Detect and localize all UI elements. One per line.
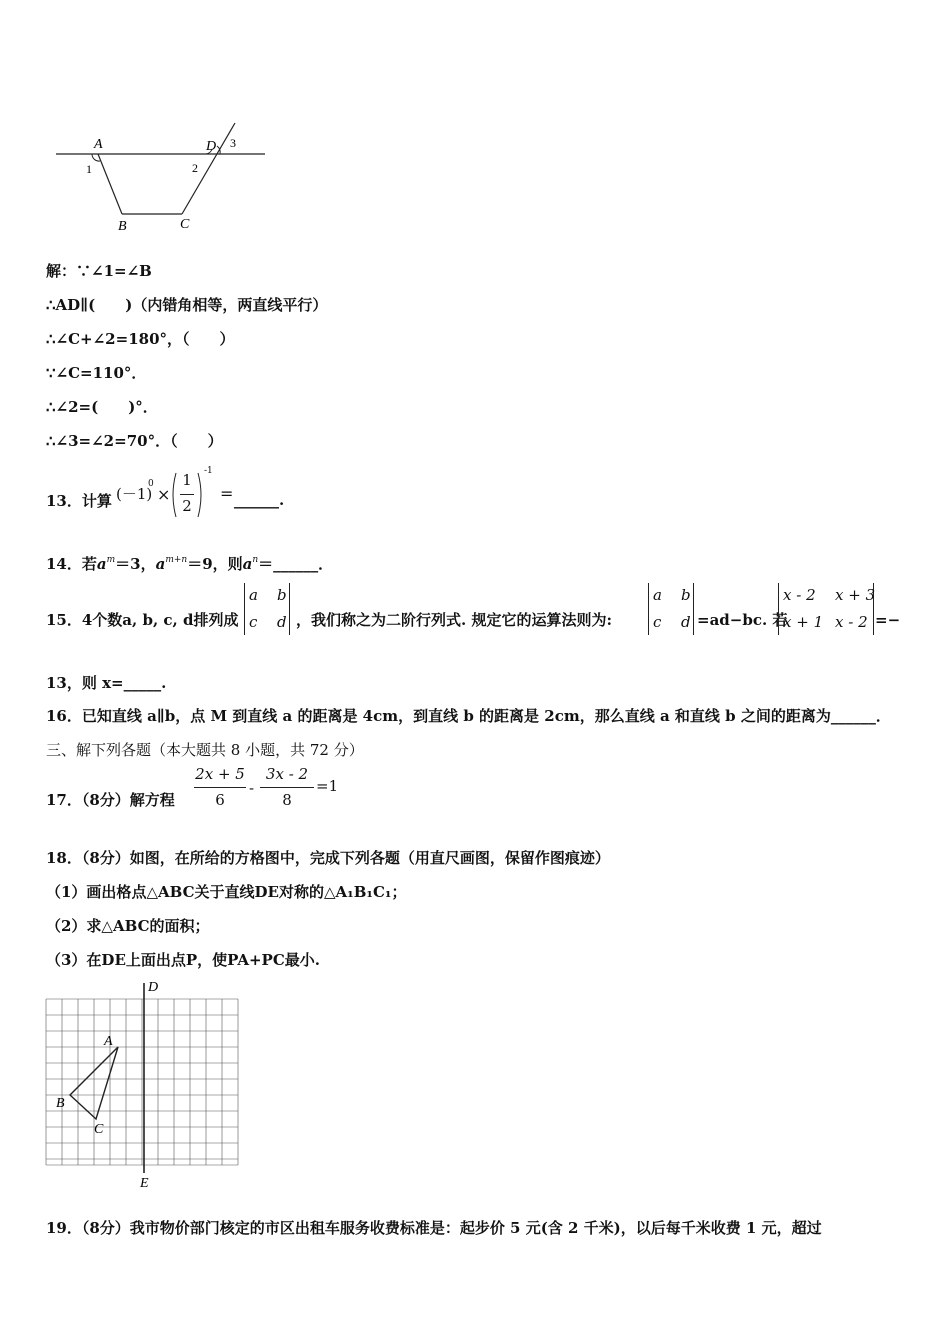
- label-c: C: [180, 217, 190, 232]
- q13-exp0: 0: [148, 479, 154, 489]
- q13-paren-left: [170, 471, 178, 519]
- label-a: A: [104, 1034, 113, 1049]
- q17-den-1: 6: [215, 791, 225, 809]
- question-18-part-2: （2）求△ABC的面积；: [46, 917, 210, 935]
- q17-minus: -: [249, 779, 255, 797]
- label-2: 2: [192, 161, 198, 175]
- solution-line-6: ∴∠3=∠2=70°．（ ）: [46, 432, 223, 450]
- figure-grid: [40, 975, 250, 1190]
- q13-base: (－1): [116, 485, 153, 503]
- q17-bar-1: [194, 787, 246, 788]
- question-18-title: 18．（8分）如图，在所给的方格图中，完成下列各题（用直尺画图，保留作图痕迹）: [46, 849, 610, 867]
- q17-bar-2: [260, 787, 314, 788]
- q17-label: 17．（8分）解方程: [46, 791, 175, 809]
- q13-frac-bar: [180, 494, 194, 495]
- solution-line-3: ∴∠C+∠2=180°，（ ）: [46, 330, 235, 348]
- q13-exp: -1: [204, 466, 213, 476]
- question-18-part-3: （3）在DE上面出点P，使PA+PC最小.: [46, 951, 320, 969]
- q13-frac-num: 1: [182, 471, 192, 489]
- solution-line-4: ∵∠C=110°．: [46, 364, 147, 382]
- q13-eq: =: [220, 484, 234, 503]
- label-c: C: [94, 1122, 104, 1137]
- label-a: A: [94, 137, 103, 152]
- q13-frac-den: 2: [182, 497, 192, 515]
- grid-lines: [46, 999, 238, 1165]
- q15-prefix: 15．4个数a, b, c, d排列成: [46, 611, 239, 629]
- question-19: 19．（8分）我市物价部门核定的市区出租车服务收费标准是：起步价 5 元(含 2 千米)，以后每千米收费 1 元，超过: [46, 1219, 822, 1237]
- q17-den-2: 8: [282, 791, 292, 809]
- q17-num-1: 2x + 5: [195, 765, 245, 783]
- q15-eq: =−: [875, 611, 901, 629]
- q15-matrix-2: a b c d: [648, 583, 694, 635]
- label-3: 3: [230, 136, 236, 150]
- q17-eq: =1: [316, 777, 339, 795]
- q17-num-2: 3x - 2: [265, 765, 309, 783]
- q13-label: 13．计算: [46, 492, 112, 510]
- q15-matrix-3: x - 2 x + 3 x + 1 x - 2: [778, 583, 874, 635]
- solution-line-1: 解：∵∠1=∠B: [46, 262, 152, 280]
- segment-ab: [98, 154, 122, 214]
- q15-rule: =ad−bc. 若: [697, 611, 788, 629]
- q15-middle: ，我们称之为二阶行列式. 规定它的运算法则为:: [296, 611, 612, 629]
- label-1: 1: [86, 162, 92, 176]
- q13-times: ×: [157, 485, 171, 504]
- question-14: 14．若$a^m=3$，$a^{m+n}=9$，则$a^n=\_\_\_\_\_\_$．: [46, 555, 334, 573]
- label-b: B: [56, 1096, 65, 1111]
- q15-matrix-1: a b c d: [244, 583, 290, 635]
- solution-line-5: ∴∠2=( )°．: [46, 398, 158, 416]
- segment-cd-extended: [182, 123, 235, 214]
- q13-answer-blank: ______.: [234, 491, 285, 509]
- q13-paren-right: [196, 471, 204, 519]
- label-d: D: [148, 980, 159, 995]
- section-3-heading: 三、解下列各题（本大题共 8 小题，共 72 分）: [46, 741, 364, 759]
- figure-trapezoid: [50, 118, 280, 238]
- question-18-part-1: （1）画出格点△ABC关于直线DE对称的△A₁B₁C₁；: [46, 883, 407, 901]
- label-d: D: [206, 139, 217, 154]
- q15-continuation: 13，则 x=_____.: [46, 674, 167, 692]
- question-16: 16．已知直线 a∥b，点 M 到直线 a 的距离是 4cm，到直线 b 的距离是 2cm，那么直线 a 和直线 b 之间的距离为______．: [46, 707, 891, 725]
- solution-line-2: ∴AD∥( )（内错角相等，两直线平行）: [46, 296, 328, 314]
- label-e: E: [140, 1176, 149, 1190]
- label-b: B: [118, 219, 127, 234]
